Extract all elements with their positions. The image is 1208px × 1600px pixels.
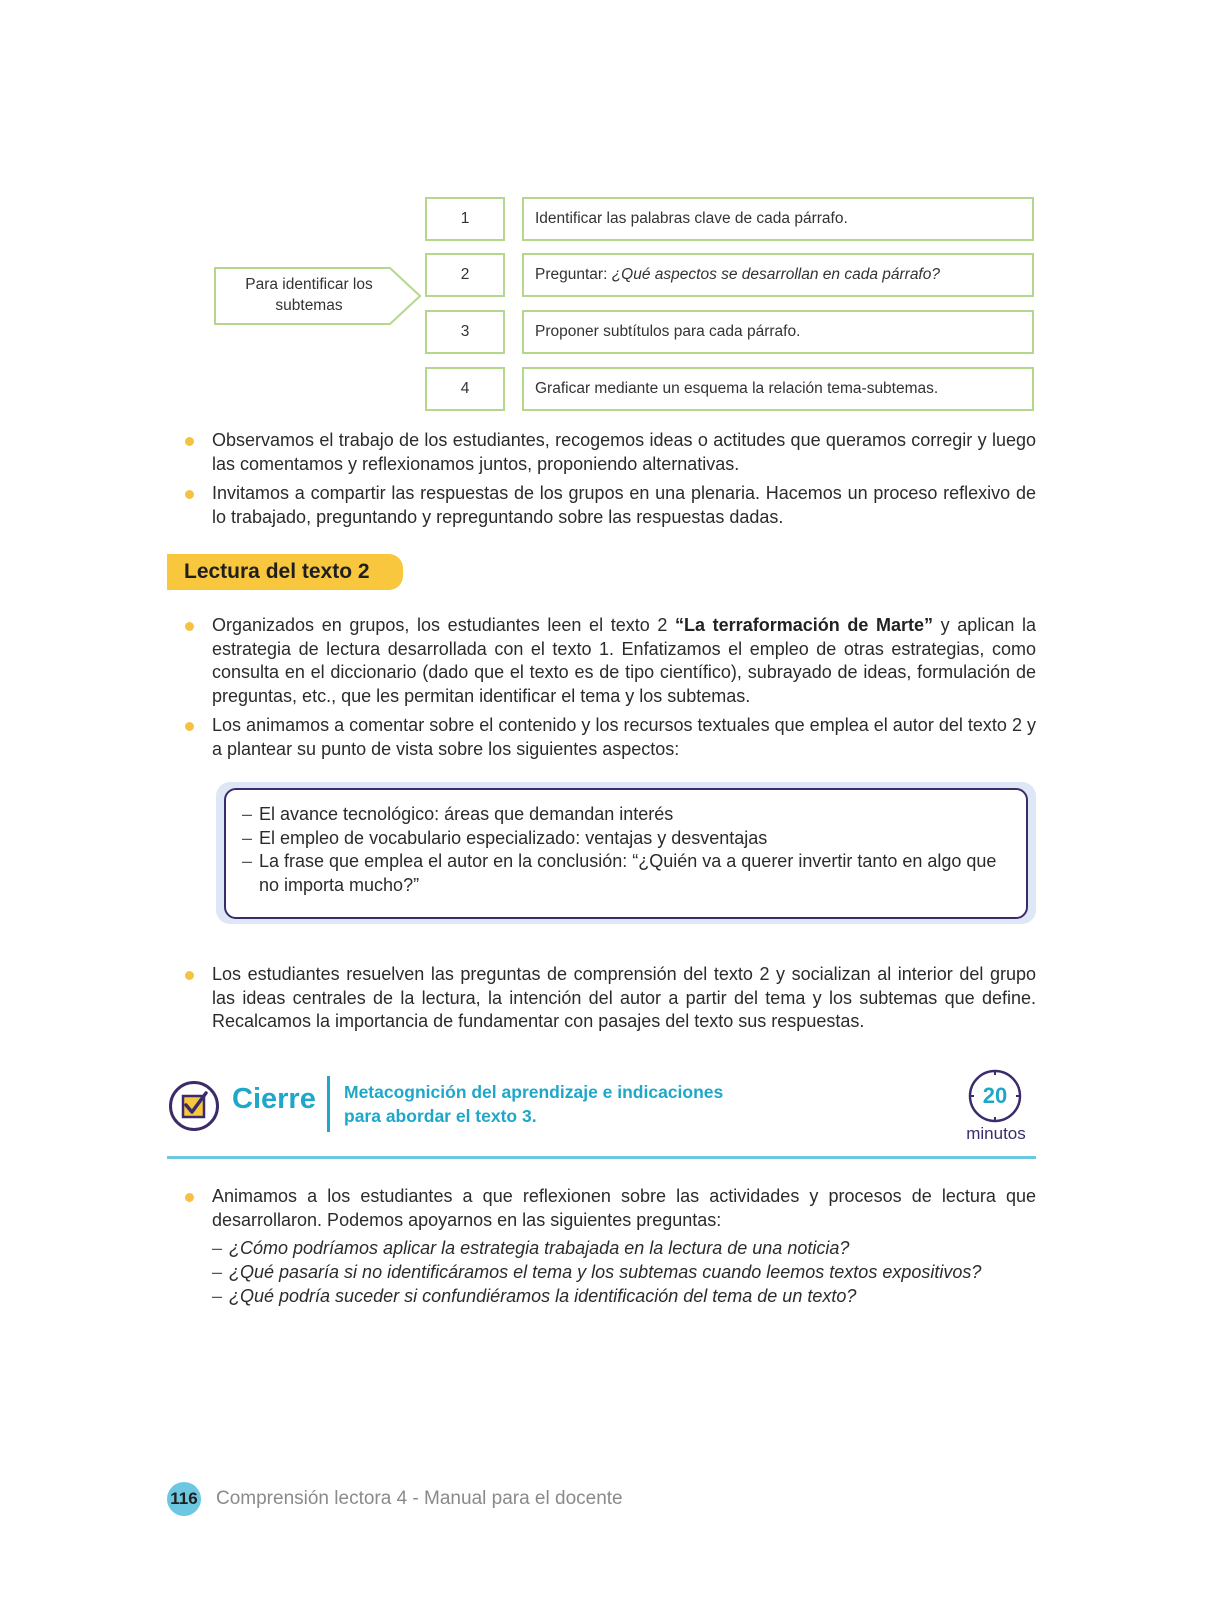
cierre-subtitle [344, 1080, 764, 1128]
bullet-dot [185, 722, 194, 731]
aspect-text: La frase que emplea el autor en la conclusión: “¿Quién va a querer invertir tanto en algo que no importa mucho?” [259, 851, 997, 895]
aspect-item [242, 827, 1010, 851]
question-item [212, 1284, 1036, 1308]
aspect-text: El empleo de vocabulario especializado: ventajas y desventajas [259, 827, 768, 848]
bullet-text: Animamos a los estudiantes a que reflexionen sobre las actividades y procesos de lectura que desarrollaron. Podemos apoyarnos en las siguientes preguntas: [212, 1186, 1036, 1230]
footer-title: Comprensión lectora 4 - Manual para el docente [216, 1488, 623, 1509]
step-text [522, 253, 1034, 297]
bullet-dot [185, 1193, 194, 1202]
bullet-text: Los animamos a comentar sobre el contenido y los recursos textuales que emplea el autor del texto 2 y a plantear su punto de vista sobre los siguientes aspectos: [212, 715, 1036, 759]
bullet-dot [185, 971, 194, 980]
bullet-dot [185, 437, 194, 446]
dash-marker: – [212, 1286, 223, 1306]
step-number: 3 [425, 310, 505, 354]
list-item [180, 429, 1036, 476]
cierre-subtitle-line: para abordar el texto 3. [344, 1106, 537, 1126]
cierre-subtitle-line: Metacognición del aprendizaje e indicaciones [344, 1082, 724, 1102]
dash-marker: – [212, 1262, 223, 1282]
aspect-item [242, 850, 1010, 897]
bullet-list-reading [180, 614, 1036, 767]
question-text: ¿Qué pasaría si no identificáramos el tema y los subtemas cuando leemos textos expositivos? [229, 1262, 982, 1282]
divider [327, 1076, 330, 1132]
bullet-text: Invitamos a compartir las respuestas de los grupos en una plenaria. Hacemos un proceso reflexivo de lo trabajado, preguntando y repreguntando sobre las respuestas dadas. [212, 483, 1036, 527]
timer-label: minutos [966, 1124, 1026, 1143]
bullet-list-top [180, 429, 1036, 535]
step-text-plain: Graficar mediante un esquema la relación tema-subtemas. [535, 380, 939, 397]
list-item [180, 1185, 1036, 1308]
bullet-text: Observamos el trabajo de los estudiantes, recogemos ideas o actitudes que queramos corregir y luego las comentamos y reflexionamos juntos, proponiendo alternativas. [212, 430, 1036, 474]
aspects-box [224, 788, 1028, 919]
timer-minutes: 20 [982, 1083, 1008, 1108]
step-text [522, 367, 1034, 411]
bullet-text: Organizados en grupos, los estudiantes leen el texto 2 [212, 615, 676, 635]
question-list [212, 1236, 1036, 1308]
divider [167, 1156, 1036, 1159]
dash-marker: – [212, 1238, 223, 1258]
diagram-label-arrow [214, 267, 422, 325]
section-title: Lectura del texto 2 [167, 554, 403, 590]
list-item [180, 963, 1036, 1034]
list-item [180, 482, 1036, 529]
step-text-plain: Proponer subtítulos para cada párrafo. [535, 323, 801, 340]
list-item [180, 714, 1036, 761]
bullet-text: Los estudiantes resuelven las preguntas de comprensión del texto 2 y socializan al interior del grupo las ideas centrales de la lectura, la intención del autor a partir del tema y los subtemas que define. Recalcamos la importancia de fundamentar con pasajes del texto sus respuestas. [212, 964, 1036, 1031]
question-text: ¿Qué podría suceder si confundiéramos la identificación del tema de un texto? [229, 1286, 857, 1306]
step-text [522, 310, 1034, 354]
dash-marker: – [242, 827, 253, 848]
step-number: 1 [425, 197, 505, 241]
step-text-plain: Preguntar: [535, 266, 608, 283]
aspect-item [242, 803, 1010, 827]
dash-marker: – [242, 851, 253, 871]
step-number: 2 [425, 253, 505, 297]
dash-marker: – [242, 804, 253, 824]
step-text [522, 197, 1034, 241]
question-text: ¿Cómo podríamos aplicar la estrategia trabajada en la lectura de una noticia? [229, 1238, 850, 1258]
aspect-text: El avance tecnológico: áreas que demandan interés [259, 804, 674, 824]
checkbox-icon [168, 1080, 220, 1132]
bullet-dot [185, 622, 194, 631]
list-item [180, 614, 1036, 708]
step-number: 4 [425, 367, 505, 411]
bullet-list-after-box [180, 963, 1036, 1040]
page-number: 116 [167, 1482, 201, 1516]
step-text-plain: Identificar las palabras clave de cada párrafo. [535, 210, 848, 227]
bullet-text: y aplican la estrategia de lectura desarrollada con el texto 1. Enfatizamos el empleo de otras estrategias, como consulta en el diccionario (dado que el texto es de tipo científico), subrayado de ideas, formulación de preguntas, etc., que les permitan identificar el tema y los subtemas. [212, 615, 1036, 706]
cierre-title: Cierre [232, 1083, 316, 1115]
question-item [212, 1236, 1036, 1260]
diagram-label: Para identificar los subtemas [245, 276, 373, 314]
step-text-italic: ¿Qué aspectos se desarrollan en cada párrafo? [611, 266, 940, 283]
text-title-bold: “La terraformación de Marte” [675, 615, 934, 635]
bullet-list-cierre [180, 1185, 1036, 1314]
bullet-dot [185, 490, 194, 499]
question-item [212, 1260, 1036, 1284]
